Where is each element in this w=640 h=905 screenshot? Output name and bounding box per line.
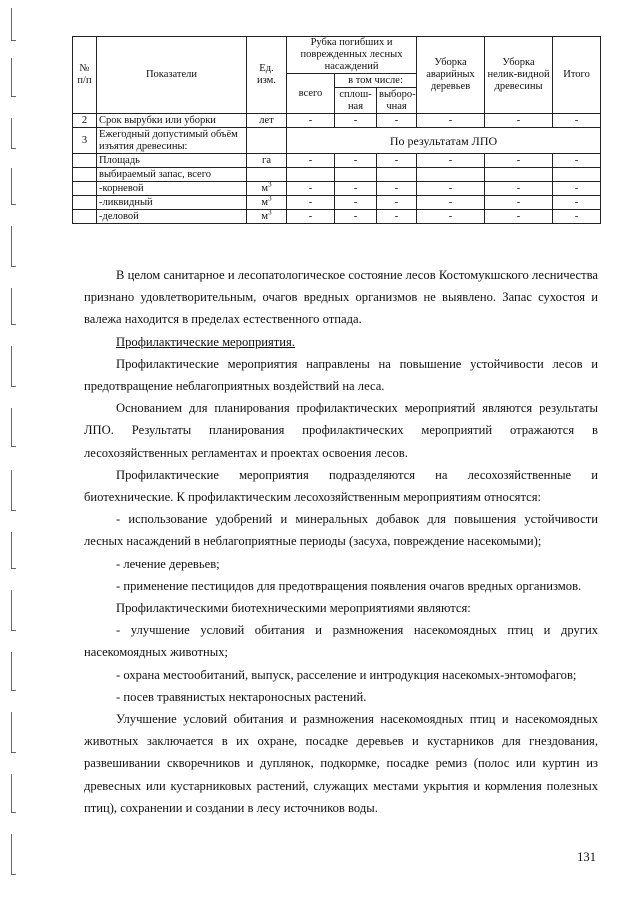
- cell-num: [73, 154, 97, 168]
- cell-num: [73, 196, 97, 210]
- cell-value: -: [377, 182, 417, 196]
- cell-value: -: [485, 182, 553, 196]
- cell-value: -: [377, 114, 417, 128]
- cell-value: -: [485, 196, 553, 210]
- cell-num: 2: [73, 114, 97, 128]
- cell-value: -: [417, 114, 485, 128]
- indicators-table: [72, 36, 601, 224]
- cell-value: -: [335, 210, 377, 224]
- list-item: - использование удобрений и минеральных добавок для повышения устойчивости лесных насаждений в неблагоприятные периоды (засуха, повреждение насекомыми);: [84, 512, 598, 549]
- table-row: [73, 128, 601, 154]
- cell-value: [335, 168, 377, 182]
- cell-num: [73, 182, 97, 196]
- cell-value: [417, 168, 485, 182]
- body-text: [84, 264, 598, 819]
- list-item: - лечение деревьев;: [116, 556, 220, 571]
- unit-exponent: 3: [268, 195, 272, 202]
- cell-merged-result: По результатам ЛПО: [287, 128, 601, 154]
- paragraph: Основанием для планирования профилактических мероприятий являются результаты ЛПО. Результаты планирования профилактических мероприятий отражаются в лесохозяйственных регламентах и проектах освоения лесов.: [84, 401, 598, 460]
- cell-unit: [247, 196, 287, 210]
- cell-value: -: [417, 182, 485, 196]
- cell-value: -: [287, 196, 335, 210]
- page-number: 131: [577, 850, 596, 864]
- header-unit: Ед. изм.: [247, 37, 287, 114]
- cell-num: [73, 168, 97, 182]
- cell-indicator: -ликвидный: [97, 196, 247, 210]
- cell-unit: лет: [247, 114, 287, 128]
- header-selective-cut: выборо-чная: [377, 88, 417, 114]
- header-emergency-trees: Уборка аварийных деревьев: [417, 37, 485, 114]
- list-item: - применение пестицидов для предотвращения появления очагов вредных организмов.: [116, 578, 582, 593]
- cell-value: [553, 168, 601, 182]
- cell-unit: [247, 128, 287, 154]
- cell-value: [287, 168, 335, 182]
- cell-value: -: [377, 154, 417, 168]
- cell-value: [377, 168, 417, 182]
- cell-value: -: [485, 114, 553, 128]
- cell-value: -: [377, 210, 417, 224]
- table-row: [73, 154, 601, 168]
- cell-indicator: Площадь: [97, 154, 247, 168]
- paragraph: Профилактические мероприятия подразделяются на лесохозяйственные и биотехнические. К профилактическим лесохозяйственным мероприятиям относятся:: [84, 467, 598, 505]
- table-row: [73, 196, 601, 210]
- cell-value: -: [287, 154, 335, 168]
- cell-indicator: выбираемый запас, всего: [97, 168, 247, 182]
- cell-num: [73, 210, 97, 224]
- cell-indicator: Срок вырубки или уборки: [97, 114, 247, 128]
- cell-unit: [247, 168, 287, 182]
- cell-unit: [247, 210, 287, 224]
- table-row: [73, 114, 601, 128]
- header-total: Итого: [553, 37, 601, 114]
- cell-value: -: [485, 154, 553, 168]
- cell-indicator: -корневой: [97, 182, 247, 196]
- cell-indicator: Ежегодный допустимый объём изъятия древесины:: [97, 128, 247, 154]
- paragraph: Профилактические мероприятия направлены на повышение устойчивости лесов и предотвращение неблагоприятных воздействий на леса.: [84, 356, 598, 394]
- cell-value: -: [553, 114, 601, 128]
- paragraph: Улучшение условий обитания и размножения насекомоядных птиц и насекомоядных животных заключается в их охране, посадке деревьев и кустарников для гнездования, развешивании скворечников и дуплянок, подкормке, посадке ремиз (полос или куртин из древесных или кустарниковых растений, служащих местами укрытия и кормления полезных птиц), сохранении и создании в лесу источников воды.: [84, 712, 598, 815]
- paragraph: В целом санитарное и лесопатологическое состояние лесов Костомукшского лесничества признано удовлетворительным, очагов вредных организмов не выявлено. Запас сухостоя и валежа находится в пределах естественного отпада.: [84, 268, 598, 327]
- unit-base: м: [261, 210, 269, 222]
- section-heading: Профилактические мероприятия.: [116, 334, 295, 349]
- cell-value: -: [417, 196, 485, 210]
- header-including: в том числе:: [335, 74, 417, 88]
- table-row: [73, 210, 601, 224]
- cell-unit: га: [247, 154, 287, 168]
- header-clear-cut: сплош-ная: [335, 88, 377, 114]
- header-num: № п/п: [73, 37, 97, 114]
- cell-unit: [247, 182, 287, 196]
- cell-value: -: [553, 196, 601, 210]
- header-illiquid-wood: Уборка нелик-видной древесины: [485, 37, 553, 114]
- cell-value: -: [287, 182, 335, 196]
- list-item: - посев травянистых нектароносных растений.: [116, 689, 367, 704]
- binding-marks: [0, 0, 28, 905]
- unit-base: м: [261, 182, 269, 194]
- cell-value: -: [417, 210, 485, 224]
- unit-base: м: [261, 196, 269, 208]
- cell-value: -: [553, 210, 601, 224]
- cell-value: -: [335, 196, 377, 210]
- header-felling: Рубка погибших и поврежденных лесных насаждений: [287, 37, 417, 74]
- cell-value: -: [335, 114, 377, 128]
- paragraph: Профилактическими биотехническими мероприятиями являются:: [116, 601, 471, 616]
- cell-value: -: [485, 210, 553, 224]
- cell-value: [485, 168, 553, 182]
- cell-value: -: [553, 154, 601, 168]
- header-all: всего: [287, 74, 335, 114]
- cell-value: -: [335, 154, 377, 168]
- cell-value: -: [287, 210, 335, 224]
- header-indicator: Показатели: [97, 37, 247, 114]
- cell-num: 3: [73, 128, 97, 154]
- table-row: [73, 182, 601, 196]
- cell-value: -: [287, 114, 335, 128]
- cell-value: -: [553, 182, 601, 196]
- cell-value: -: [335, 182, 377, 196]
- table-row: [73, 168, 601, 182]
- unit-exponent: 3: [268, 209, 272, 216]
- unit-exponent: 3: [268, 181, 272, 188]
- list-item: - улучшение условий обитания и размножения насекомоядных птиц и других насекомоядных животных;: [84, 623, 598, 660]
- cell-value: -: [377, 196, 417, 210]
- cell-value: -: [417, 154, 485, 168]
- list-item: - охрана местообитаний, выпуск, расселение и интродукция насекомых-энтомофагов;: [116, 667, 577, 682]
- cell-indicator: -деловой: [97, 210, 247, 224]
